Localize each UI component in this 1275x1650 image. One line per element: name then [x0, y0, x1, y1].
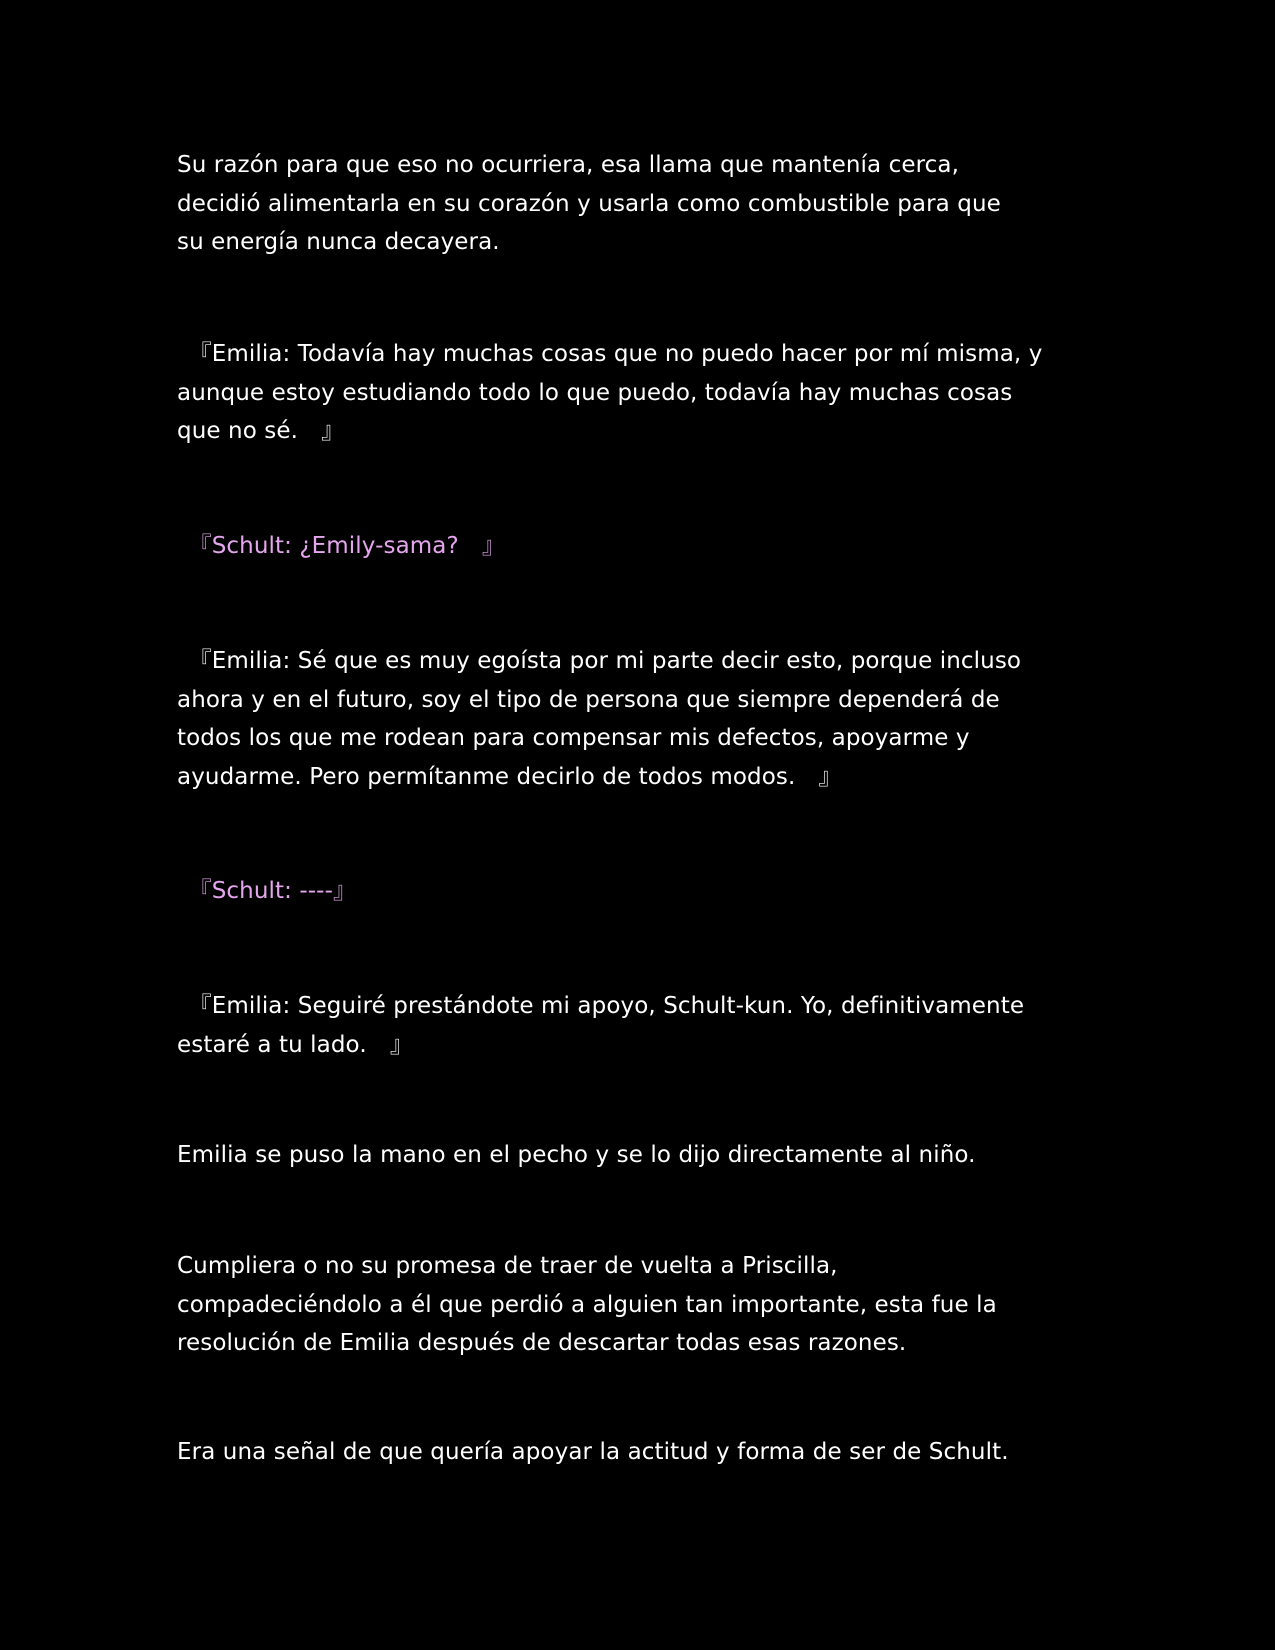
text-line: ayudarme. Pero permítanme decirlo de todos modos. 』 — [177, 763, 842, 790]
paragraph-narration — [177, 1136, 1107, 1175]
text-line: 『Emilia: Seguiré prestándote mi apoyo, Schult-kun. Yo, definitivamente — [177, 993, 1025, 1019]
paragraph-schult-dialog — [177, 872, 1107, 911]
text-line: ahora y en el futuro, soy el tipo de persona que siempre dependerá de — [177, 686, 1000, 713]
text-line: decidió alimentarla en su corazón y usarla como combustible para que — [177, 190, 1001, 217]
paragraph-narration — [177, 1433, 1107, 1472]
text-line: 『Schult: ¿Emily-sama? 』 — [177, 533, 505, 559]
paragraph-emilia-dialog — [177, 642, 1107, 796]
paragraph-schult-dialog — [177, 527, 1107, 566]
paragraph-narration — [177, 1247, 1107, 1363]
text-line: compadeciéndolo a él que perdió a alguien tan importante, esta fue la — [177, 1291, 997, 1318]
text-line: aunque estoy estudiando todo lo que puedo, todavía hay muchas cosas — [177, 379, 1013, 406]
text-line: que no sé. 』 — [177, 418, 345, 444]
paragraph-narration — [177, 146, 1107, 262]
paragraph-emilia-dialog — [177, 335, 1107, 451]
text-line: resolución de Emilia después de descartar todas esas razones. — [177, 1330, 907, 1356]
text-line: estaré a tu lado. 』 — [177, 1031, 413, 1058]
text-line: 『Schult: ----』 — [177, 878, 357, 904]
text-line: Era una señal de que quería apoyar la actitud y forma de ser de Schult. — [177, 1439, 1009, 1465]
paragraph-emilia-dialog — [177, 987, 1107, 1064]
text-line: 『Emilia: Sé que es muy egoísta por mi parte decir esto, porque incluso — [177, 648, 1022, 674]
text-line: Cumpliera o no su promesa de traer de vuelta a Priscilla, — [177, 1253, 838, 1279]
text-line: su energía nunca decayera. — [177, 229, 500, 255]
text-line: 『Emilia: Todavía hay muchas cosas que no puedo hacer por mí misma, y — [177, 341, 1043, 367]
text-line: Emilia se puso la mano en el pecho y se lo dijo directamente al niño. — [177, 1142, 976, 1168]
text-line: todos los que me rodean para compensar mis defectos, apoyarme y — [177, 725, 970, 751]
text-line: Su razón para que eso no ocurriera, esa llama que mantenía cerca, — [177, 152, 960, 178]
